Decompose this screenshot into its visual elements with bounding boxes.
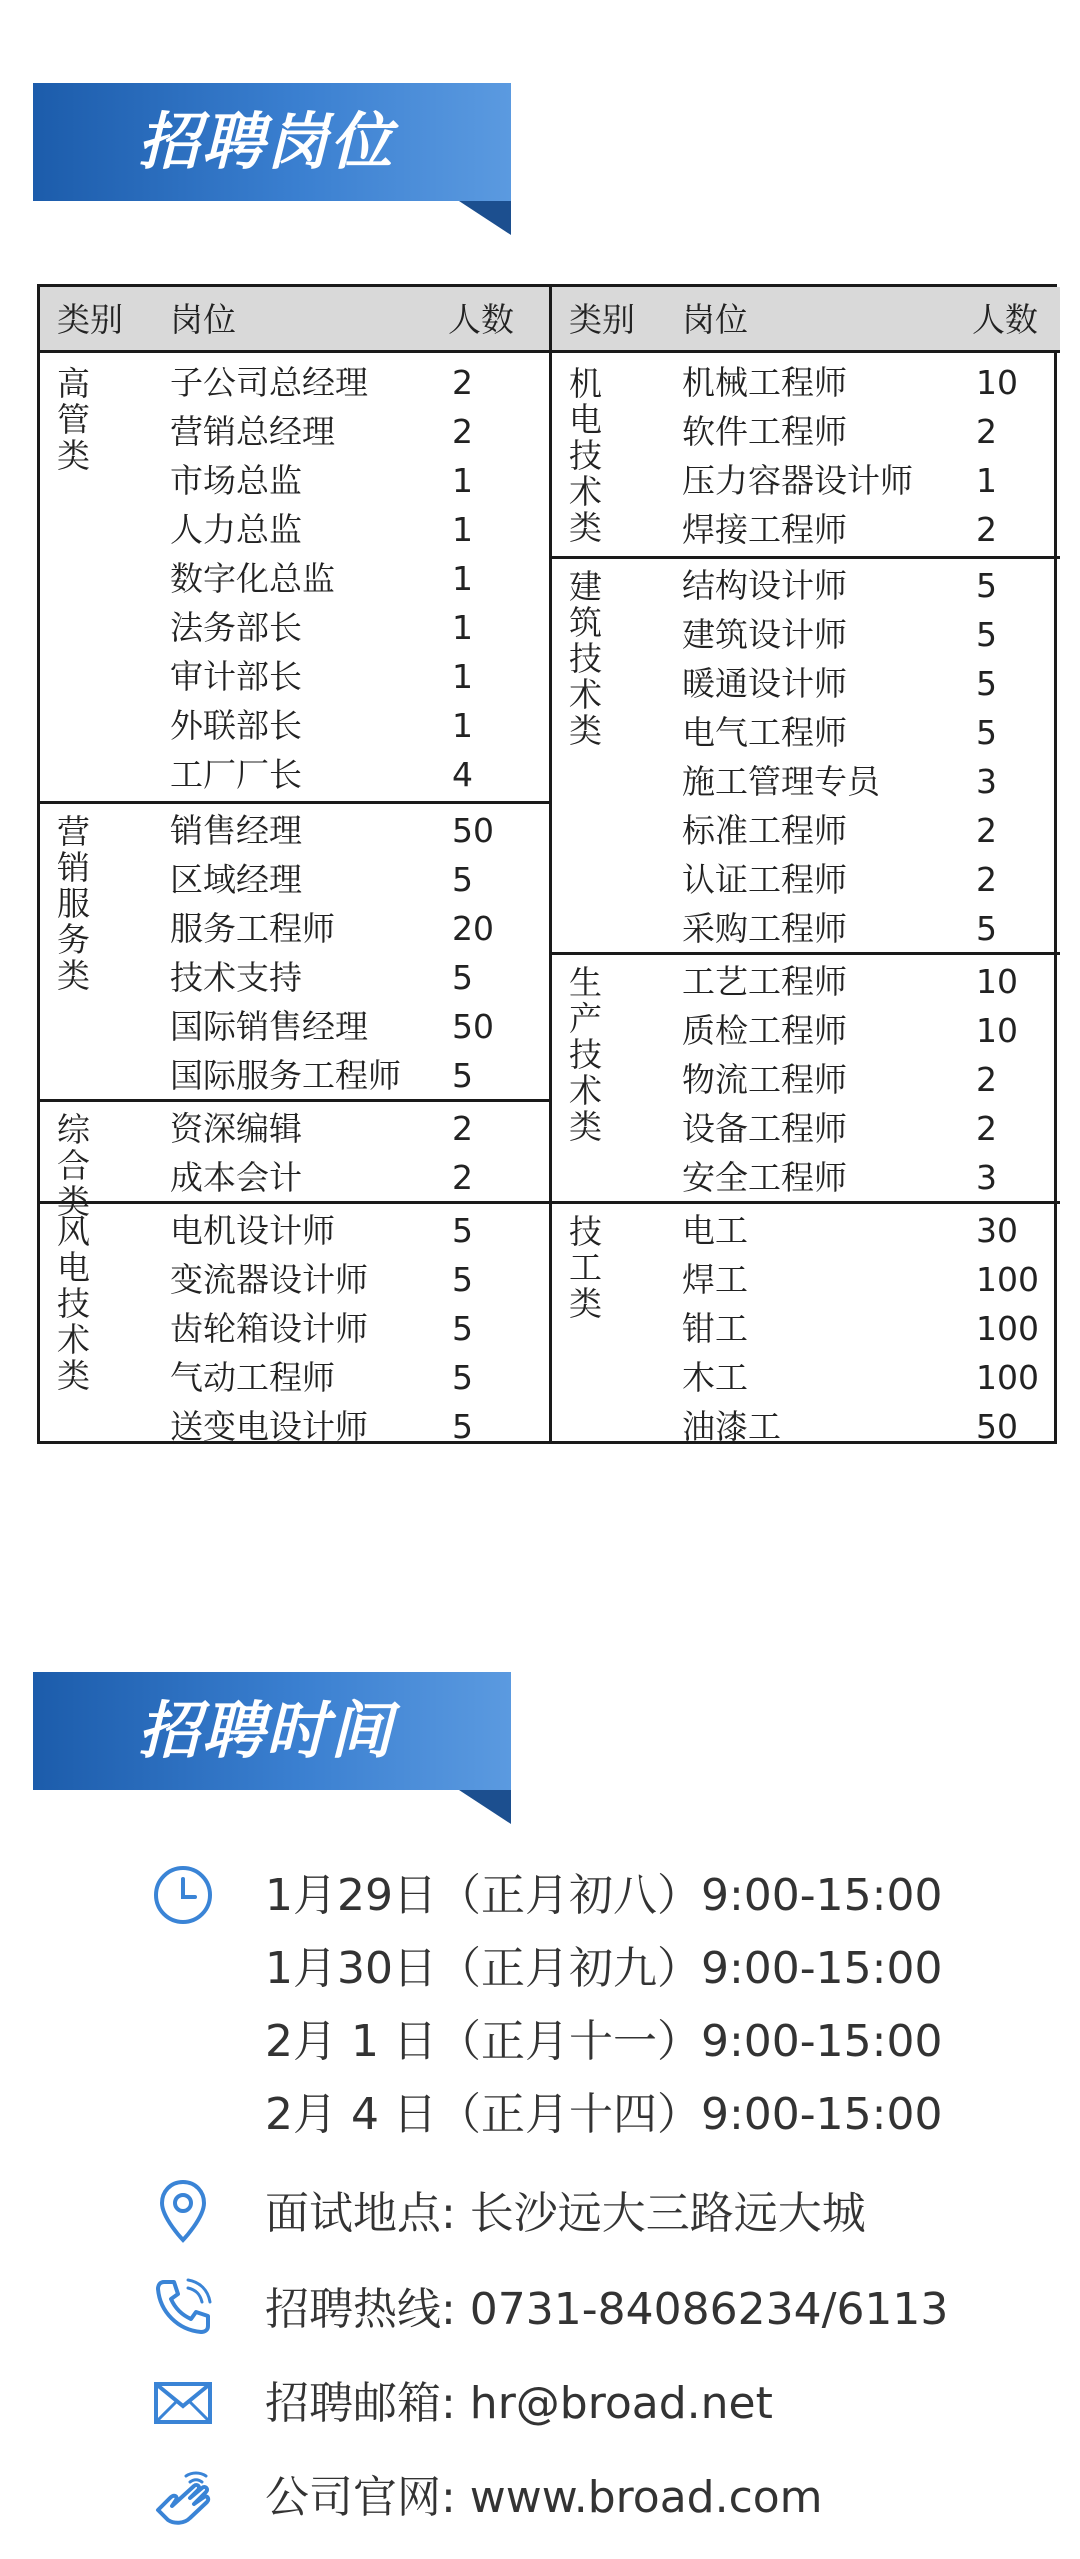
hotline-line: 招聘热线: 0731-84086234/6113 <box>265 2284 949 2335</box>
table-row <box>552 1006 1060 1055</box>
position-name: 物流工程师 <box>682 1060 847 1099</box>
table-row <box>40 806 549 855</box>
position-name: 设备工程师 <box>682 1109 847 1148</box>
headcount: 100 <box>976 1309 1039 1348</box>
headcount: 5 <box>452 1211 473 1250</box>
category-group <box>552 952 1060 1201</box>
position-name: 国际服务工程师 <box>170 1056 401 1095</box>
table-row <box>552 1353 1060 1402</box>
table-row <box>552 610 1060 659</box>
table-row <box>40 505 549 554</box>
position-name: 气动工程师 <box>170 1358 335 1397</box>
table-row <box>40 652 549 701</box>
headcount: 5 <box>452 1260 473 1299</box>
category-group <box>552 356 1060 556</box>
position-name: 资深编辑 <box>170 1109 302 1148</box>
headcount: 5 <box>452 1407 473 1446</box>
table-row <box>552 1153 1060 1202</box>
position-name: 暖通设计师 <box>682 664 847 703</box>
position-name: 标准工程师 <box>682 811 847 850</box>
table-row <box>40 1104 549 1153</box>
position-name: 钳工 <box>682 1309 748 1348</box>
headcount: 3 <box>976 1158 997 1197</box>
table-row <box>552 505 1060 554</box>
table-row <box>552 806 1060 855</box>
position-name: 焊接工程师 <box>682 510 847 549</box>
banner-fold <box>459 201 511 235</box>
headcount: 5 <box>452 1309 473 1348</box>
headcount: 2 <box>976 412 997 451</box>
table-left-half <box>40 287 549 1446</box>
table-row <box>552 957 1060 1006</box>
clock-icon <box>150 1862 216 1928</box>
headcount: 1 <box>452 510 473 549</box>
table-row <box>552 659 1060 708</box>
position-name: 焊工 <box>682 1260 748 1299</box>
table-row <box>40 1255 549 1304</box>
category-group <box>40 356 549 801</box>
category-label: 机电技术类 <box>569 364 602 547</box>
date-line-1: 1月29日（正月初八）9:00-15:00 <box>265 1870 943 1921</box>
positions-table <box>37 284 1057 1444</box>
headcount: 2 <box>976 1060 997 1099</box>
header-position: 岗位 <box>682 300 748 339</box>
table-row <box>40 1206 549 1255</box>
headcount: 5 <box>976 713 997 752</box>
position-name: 采购工程师 <box>682 909 847 948</box>
table-row <box>40 603 549 652</box>
position-name: 压力容器设计师 <box>682 461 913 500</box>
position-name: 送变电设计师 <box>170 1407 368 1446</box>
position-name: 区域经理 <box>170 860 302 899</box>
position-name: 变流器设计师 <box>170 1260 368 1299</box>
table-row <box>552 904 1060 953</box>
headcount: 5 <box>452 1056 473 1095</box>
headcount: 1 <box>452 608 473 647</box>
table-row <box>552 855 1060 904</box>
position-name: 服务工程师 <box>170 909 335 948</box>
header-category: 类别 <box>57 300 123 339</box>
headcount: 5 <box>452 1358 473 1397</box>
headcount: 5 <box>976 664 997 703</box>
table-row <box>552 358 1060 407</box>
positions-banner <box>33 83 511 201</box>
headcount: 20 <box>452 909 494 948</box>
header-position: 岗位 <box>170 300 236 339</box>
position-name: 子公司总经理 <box>170 363 368 402</box>
table-row <box>40 358 549 407</box>
table-row <box>40 701 549 750</box>
table-row <box>552 1055 1060 1104</box>
headcount: 1 <box>452 706 473 745</box>
position-name: 工厂厂长 <box>170 755 302 794</box>
date-line-3: 2月 1 日（正月十一）9:00-15:00 <box>265 2016 943 2067</box>
position-name: 施工管理专员 <box>682 762 880 801</box>
phone-icon <box>150 2274 216 2340</box>
headcount: 5 <box>976 615 997 654</box>
position-name: 齿轮箱设计师 <box>170 1309 368 1348</box>
table-header <box>552 287 1060 353</box>
position-name: 结构设计师 <box>682 566 847 605</box>
position-name: 电机设计师 <box>170 1211 335 1250</box>
time-banner <box>33 1672 511 1790</box>
headcount: 4 <box>452 755 473 794</box>
date-line-4: 2月 4 日（正月十四）9:00-15:00 <box>265 2089 943 2140</box>
table-row <box>552 757 1060 806</box>
banner-fold <box>459 1790 511 1824</box>
headcount: 2 <box>976 1109 997 1148</box>
position-name: 建筑设计师 <box>682 615 847 654</box>
headcount: 100 <box>976 1358 1039 1397</box>
table-row <box>552 1304 1060 1353</box>
position-name: 审计部长 <box>170 657 302 696</box>
position-name: 油漆工 <box>682 1407 781 1446</box>
headcount: 50 <box>976 1407 1018 1446</box>
headcount: 2 <box>976 811 997 850</box>
headcount: 10 <box>976 363 1018 402</box>
email-line[interactable]: 招聘邮箱: hr@broad.net <box>265 2378 773 2429</box>
category-label: 建筑技术类 <box>569 567 602 750</box>
category-group <box>40 801 549 1099</box>
position-name: 电工 <box>682 1211 748 1250</box>
category-label: 生产技术类 <box>569 963 602 1146</box>
table-row <box>552 1206 1060 1255</box>
headcount: 5 <box>452 958 473 997</box>
headcount: 5 <box>976 909 997 948</box>
table-row <box>40 407 549 456</box>
table-row <box>40 1153 549 1202</box>
position-name: 销售经理 <box>170 811 302 850</box>
table-right-half <box>549 287 1060 1446</box>
headcount: 2 <box>976 510 997 549</box>
position-name: 质检工程师 <box>682 1011 847 1050</box>
headcount: 30 <box>976 1211 1018 1250</box>
category-group <box>40 1099 549 1221</box>
header-category: 类别 <box>569 300 635 339</box>
position-name: 软件工程师 <box>682 412 847 451</box>
headcount: 3 <box>976 762 997 801</box>
headcount: 2 <box>452 363 473 402</box>
table-row <box>40 1002 549 1051</box>
date-line-2: 1月30日（正月初九）9:00-15:00 <box>265 1943 943 1994</box>
table-row <box>40 855 549 904</box>
positions-title: 招聘岗位 <box>138 105 395 178</box>
headcount: 1 <box>452 461 473 500</box>
table-header <box>40 287 549 353</box>
table-row <box>552 561 1060 610</box>
table-row <box>40 1353 549 1402</box>
position-name: 电气工程师 <box>682 713 847 752</box>
table-row <box>552 1104 1060 1153</box>
headcount: 1 <box>976 461 997 500</box>
category-label: 综合类 <box>57 1110 90 1221</box>
headcount: 5 <box>976 566 997 605</box>
table-row <box>552 1402 1060 1451</box>
table-row <box>40 953 549 1002</box>
headcount: 2 <box>452 412 473 451</box>
website-line[interactable]: 公司官网: www.broad.com <box>265 2472 823 2523</box>
table-row <box>552 407 1060 456</box>
category-group <box>552 556 1060 952</box>
table-row <box>552 1255 1060 1304</box>
position-name: 木工 <box>682 1358 748 1397</box>
headcount: 50 <box>452 811 494 850</box>
position-name: 营销总经理 <box>170 412 335 451</box>
headcount: 2 <box>452 1109 473 1148</box>
headcount: 2 <box>452 1158 473 1197</box>
position-name: 认证工程师 <box>682 860 847 899</box>
headcount: 1 <box>452 657 473 696</box>
category-group <box>40 1201 549 1450</box>
category-label: 技工类 <box>569 1212 602 1323</box>
position-name: 成本会计 <box>170 1158 302 1197</box>
mail-icon <box>150 2370 216 2436</box>
location-pin-icon <box>150 2178 216 2244</box>
position-name: 工艺工程师 <box>682 962 847 1001</box>
position-name: 市场总监 <box>170 461 302 500</box>
position-name: 安全工程师 <box>682 1158 847 1197</box>
headcount: 5 <box>452 860 473 899</box>
position-name: 人力总监 <box>170 510 302 549</box>
position-name: 机械工程师 <box>682 363 847 402</box>
category-label: 高管类 <box>57 364 90 475</box>
position-name: 技术支持 <box>170 958 302 997</box>
position-name: 国际销售经理 <box>170 1007 368 1046</box>
table-row <box>40 904 549 953</box>
headcount: 2 <box>976 860 997 899</box>
hand-pointer-icon <box>150 2464 216 2530</box>
category-group <box>552 1201 1060 1450</box>
table-row <box>40 456 549 505</box>
category-label: 营销服务类 <box>57 812 90 995</box>
table-row <box>40 1051 549 1100</box>
table-row <box>40 1304 549 1353</box>
headcount: 10 <box>976 962 1018 1001</box>
position-name: 数字化总监 <box>170 559 335 598</box>
table-row <box>552 456 1060 505</box>
header-count: 人数 <box>972 300 1038 339</box>
headcount: 10 <box>976 1011 1018 1050</box>
header-count: 人数 <box>448 300 514 339</box>
time-title: 招聘时间 <box>138 1694 395 1767</box>
table-row <box>40 750 549 799</box>
table-row <box>40 1402 549 1451</box>
table-row <box>40 554 549 603</box>
table-row <box>552 708 1060 757</box>
position-name: 法务部长 <box>170 608 302 647</box>
headcount: 1 <box>452 559 473 598</box>
location-line: 面试地点: 长沙远大三路远大城 <box>265 2188 866 2239</box>
headcount: 100 <box>976 1260 1039 1299</box>
position-name: 外联部长 <box>170 706 302 745</box>
category-label: 风电技术类 <box>57 1212 90 1395</box>
headcount: 50 <box>452 1007 494 1046</box>
